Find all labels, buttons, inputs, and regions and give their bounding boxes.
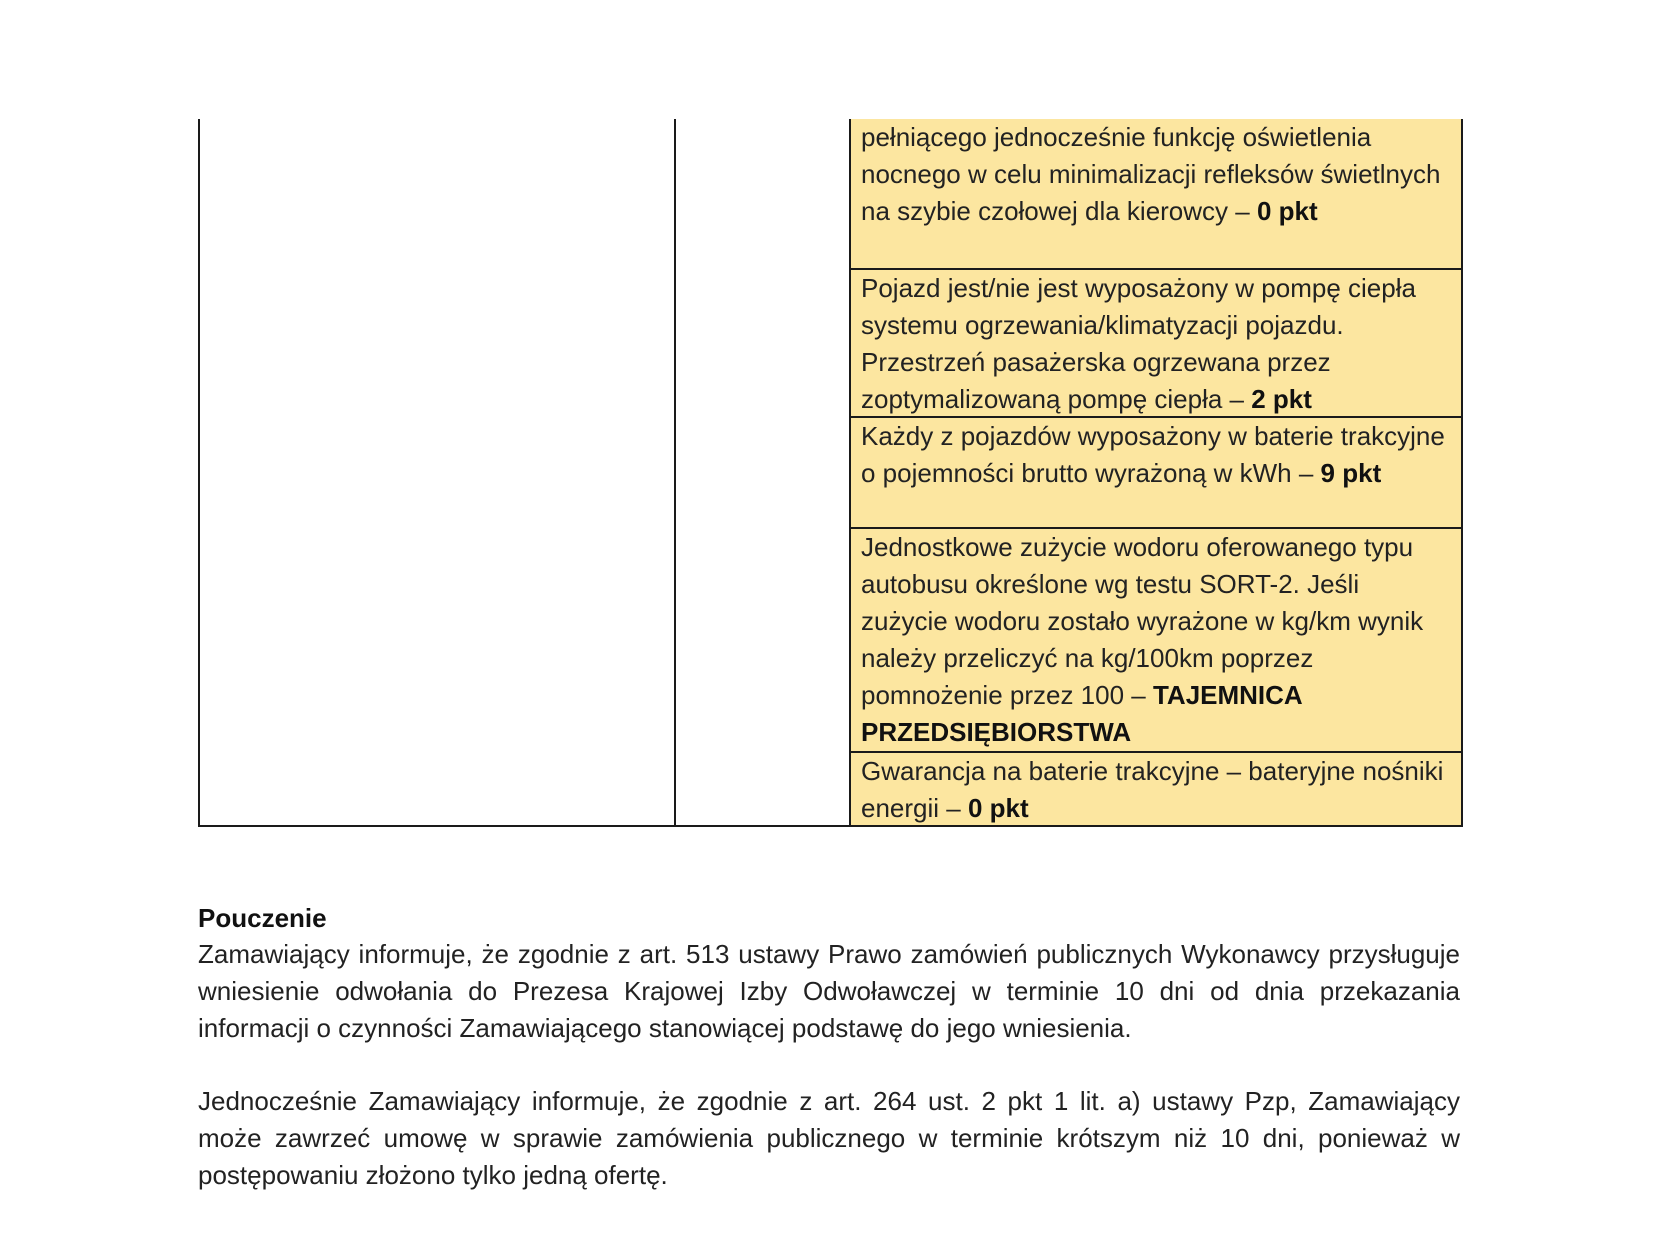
evaluation-table <box>198 119 1463 827</box>
notice-paragraph-1: Zamawiający informuje, że zgodnie z art. 513 ustawy Prawo zamówień publicznych Wykonawcy przysługuje wniesienie odwołania do Prezesa Krajowej Izby Odwoławczej w terminie 10 dni od dnia przekazania informacji o czynności Zamawiającego stanowiącej podstawę do jego wniesienia. <box>198 939 1460 1043</box>
criteria-points: 0 pkt <box>1256 196 1318 226</box>
criteria-points: 2 pkt <box>1251 384 1312 414</box>
column-divider <box>674 119 676 825</box>
notice-title: Pouczenie <box>198 903 327 933</box>
criteria-points: 9 pkt <box>1320 458 1382 488</box>
criteria-cell-hydrogen-consumption <box>851 527 1461 751</box>
criteria-points: 0 pkt <box>967 793 1029 823</box>
criteria-text: Gwarancja na baterie trakcyjne – bateryjne nośniki energii – <box>861 756 1444 823</box>
criteria-cell-battery-capacity <box>851 416 1461 527</box>
criteria-text: pełniącego jednocześnie funkcję oświetlenia nocnego w celu minimalizacji refleksów świetlnych na szybie czołowej dla kierowcy – <box>861 122 1441 226</box>
criteria-text: Pojazd jest/nie jest wyposażony w pompę ciepła systemu ogrzewania/klimatyzacji pojazdu. Przestrzeń pasażerska ogrzewana przez zoptymalizowaną pompę ciepła – <box>861 273 1416 414</box>
criteria-text: Każdy z pojazdów wyposażony w baterie trakcyjne o pojemności brutto wyrażoną w kWh – <box>861 421 1445 488</box>
criteria-cell-heat-pump <box>851 268 1461 416</box>
notice-paragraph-2: Jednocześnie Zamawiający informuje, że zgodnie z art. 264 ust. 2 pkt 1 lit. a) ustawy Pzp, Zamawiający może zawrzeć umowę w sprawie zamówienia publicznego w terminie krótszym niż 10 dni, ponieważ w postępowaniu złożono tylko jedną ofertę. <box>198 1086 1460 1190</box>
criteria-column <box>849 119 1461 825</box>
criteria-cell-lighting <box>851 119 1461 268</box>
criteria-points: TAJEMNICA PRZEDSIĘBIORSTWA <box>861 680 1302 747</box>
criteria-cell-battery-warranty <box>851 751 1461 825</box>
criteria-text: Jednostkowe zużycie wodoru oferowanego typu autobusu określone wg testu SORT-2. Jeśli zużycie wodoru zostało wyrażone w kg/km wynik należy przeliczyć na kg/100km poprzez pomnożenie przez 100 – <box>861 532 1424 710</box>
